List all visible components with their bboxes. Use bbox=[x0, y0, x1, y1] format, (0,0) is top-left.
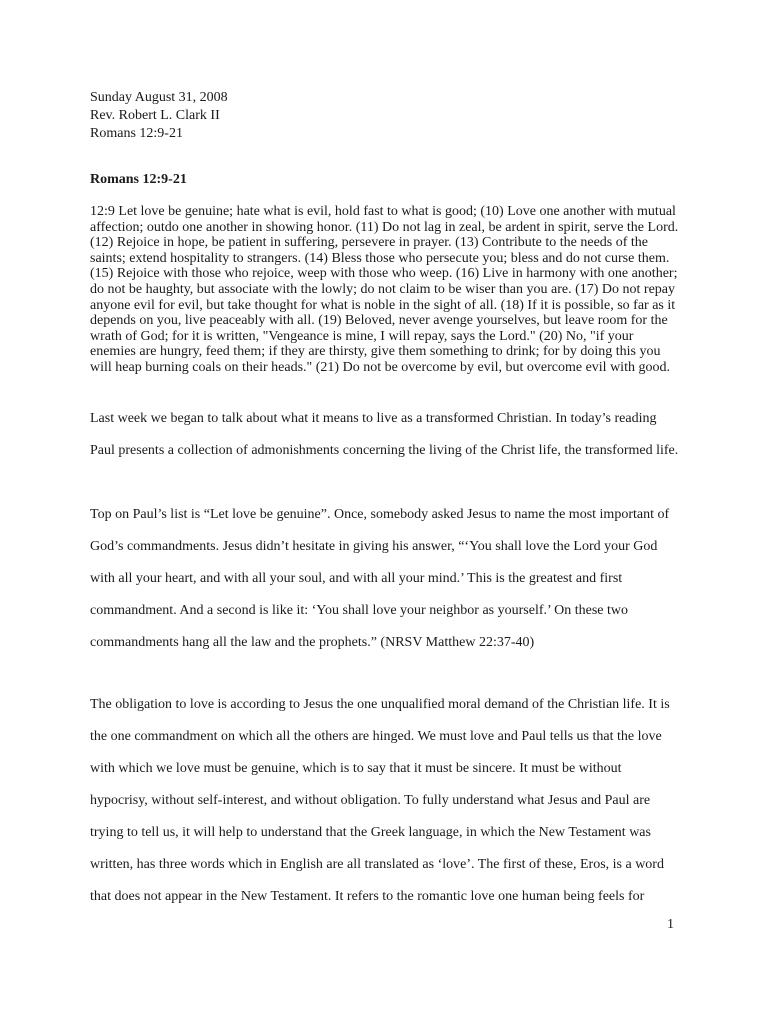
paragraph-line: Top on Paul’s list is “Let love be genuine”. Once, somebody asked Jesus to name the most important of bbox=[90, 507, 670, 522]
paragraph-love-genuine bbox=[90, 499, 690, 659]
paragraph-intro bbox=[90, 403, 690, 467]
scripture-line: will heap burning coals on their heads." (21) Do not be overcome by evil, but overcome evil with good. bbox=[90, 359, 670, 375]
paragraph-line: trying to tell us, it will help to understand that the Greek language, in which the New Testament was bbox=[90, 825, 651, 840]
scripture-line: 12:9 Let love be genuine; hate what is evil, hold fast to what is good; (10) Love one another with mutual bbox=[90, 204, 676, 219]
paragraph-line: commandments hang all the law and the prophets.” (NRSV Matthew 22:37-40) bbox=[90, 635, 535, 650]
paragraph-line: with all your heart, and with all your soul, and with all your mind.’ This is the greatest and first bbox=[90, 571, 623, 586]
scripture-passage bbox=[90, 204, 680, 376]
paragraph-line: with which we love must be genuine, which is to say that it must be sincere. It must be without bbox=[90, 761, 622, 776]
scripture-line: wrath of God; for it is written, "Vengeance is mine, I will repay, says the Lord." (20) No, "if your bbox=[90, 328, 634, 344]
paragraph-line: Last week we began to talk about what it means to live as a transformed Christian. In today’s reading bbox=[90, 411, 657, 426]
scripture-title: Romans 12:9-21 bbox=[90, 172, 187, 187]
scripture-line: depends on you, live peaceably with all. (19) Beloved, never avenge yourselves, but leave room for the bbox=[90, 313, 668, 329]
paragraph-line: written, has three words which in English are all translated as ‘love’. The first of these, Eros, is a word bbox=[90, 857, 664, 872]
sermon-date: Sunday August 31, 2008 bbox=[90, 90, 228, 105]
paragraph-line: The obligation to love is according to Jesus the one unqualified moral demand of the Christian life. It is bbox=[90, 697, 670, 712]
paragraph-line: that does not appear in the New Testament. It refers to the romantic love one human being feels for bbox=[90, 889, 645, 904]
scripture-line: affection; outdo one another in showing honor. (11) Do not lag in zeal, be ardent in spirit, serve the Lord. bbox=[90, 219, 679, 235]
scripture-line: do not be haughty, but associate with the lowly; do not claim to be wiser than you are. (17) Do not repay bbox=[90, 281, 676, 297]
scripture-line: (15) Rejoice with those who rejoice, weep with those who weep. (16) Live in harmony with one another; bbox=[90, 266, 678, 282]
paragraph-line: commandment. And a second is like it: ‘You shall love your neighbor as yourself.’ On these two bbox=[90, 603, 629, 618]
paragraph-line: hypocrisy, without self-interest, and without obligation. To fully understand what Jesus and Paul are bbox=[90, 793, 651, 808]
scripture-line: anyone evil for evil, but take thought for what is noble in the sight of all. (18) If it is possible, so far as it bbox=[90, 297, 676, 313]
sermon-header bbox=[90, 89, 228, 143]
paragraph-line: Paul presents a collection of admonishments concerning the living of the Christ life, the transformed life. bbox=[90, 443, 679, 458]
paragraph-obligation bbox=[90, 689, 690, 913]
paragraph-line: God’s commandments. Jesus didn’t hesitate in giving his answer, “‘You shall love the Lord your God bbox=[90, 539, 658, 554]
scripture-line: (12) Rejoice in hope, be patient in suffering, persevere in prayer. (13) Contribute to the needs of the bbox=[90, 235, 649, 251]
sermon-reference: Romans 12:9-21 bbox=[90, 126, 183, 141]
paragraph-line: the one commandment on which all the others are hinged. We must love and Paul tells us that the love bbox=[90, 729, 662, 744]
sermon-author: Rev. Robert L. Clark II bbox=[90, 108, 220, 123]
scripture-line: saints; extend hospitality to strangers. (14) Bless those who persecute you; bless and do not curse them. bbox=[90, 250, 670, 266]
page-number: 1 bbox=[667, 917, 674, 932]
scripture-line: enemies are hungry, feed them; if they are thirsty, give them something to drink; for by doing this you bbox=[90, 344, 661, 360]
